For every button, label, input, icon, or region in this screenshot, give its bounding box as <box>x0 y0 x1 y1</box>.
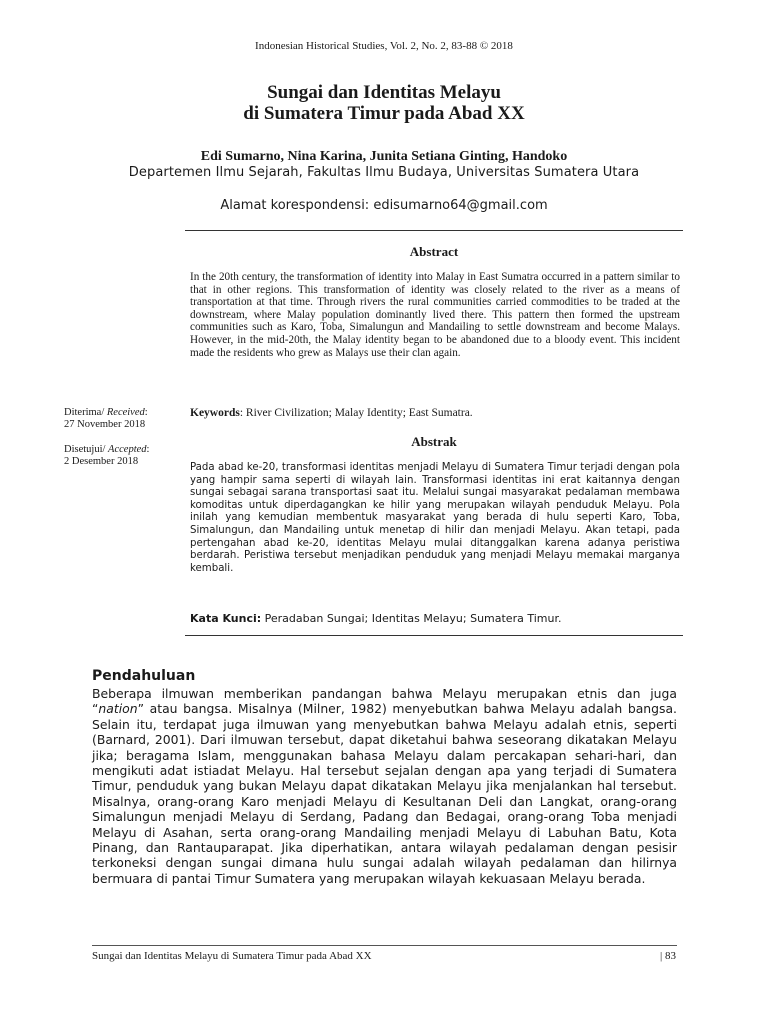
authors: Edi Sumarno, Nina Karina, Junita Setiana Ginting, Handoko <box>200 149 568 164</box>
received-date: Diterima/ Received: 27 November 2018 <box>64 407 148 430</box>
article-title <box>0 82 768 124</box>
kata-kunci <box>190 612 680 625</box>
keywords-label: Keywords <box>190 407 240 419</box>
abstract-text: In the 20th century, the transformation of identity into Malay in East Sumatra occurred in a pattern similar to that in other regions. This transformation of identity was closely related to the river as a means of transportation at that time. Through rivers the rural communities carried commodities to be traded at the downstream, where Malay population dominantly lived there. This pattern then formed the upstream communities such as Karo, Toba, Simalungun and Mandailing to settle downstream and become Malays. However, in the mid-20th, the Malay identity began to be abandoned due to a bloody event. This incident made the residents who grew as Malays use their clan again. <box>190 271 680 359</box>
keywords <box>190 407 680 419</box>
kata-kunci-label: Kata Kunci: <box>190 612 262 625</box>
journal-citation: Indonesian Historical Studies, Vol. 2, No. 2, 83-88 © 2018 <box>255 40 513 52</box>
abstrak-heading: Abstrak <box>411 434 457 449</box>
page-number: | 83 <box>660 950 676 962</box>
keywords-list: : River Civilization; Malay Identity; East Sumatra. <box>239 407 473 419</box>
abstract-heading: Abstract <box>409 244 459 259</box>
accepted-date: Disetujui/ Accepted: 2 Desember 2018 <box>64 444 150 467</box>
running-title: Sungai dan Identitas Melayu di Sumatera Timur pada Abad XX <box>92 950 372 962</box>
correspondence: Alamat korespondensi: edisumarno64@gmail.com <box>220 198 548 213</box>
abstract-top-rule <box>185 230 683 231</box>
title-line-1: Sungai dan Identitas Melayu <box>267 82 501 103</box>
intro-paragraph: Beberapa ilmuwan memberikan pandangan bahwa Melayu merupakan etnis dan juga “nation” atau bangsa. Misalnya (Milner, 1982) menyebutkan bahwa Melayu adalah bangsa. Selain itu, terdapat juga ilmuwan yang menyebutkan bahwa Melayu adalah etnis, seperti (Barnard, 2001). Dari ilmuwan tersebut, dapat diketahui bahwa seseorang dikatakan Melayu jika; beragama Islam, menggunakan bahasa Melayu dalam percakapan sehari-hari, dan mengikuti adat istiadat Melayu. Hal tersebut sejalan dengan apa yang terjadi di Sumatera Timur, penduduk yang bukan Melayu dapat dikatakan Melayu jika menjalankan hal tersebut. Misalnya, orang-orang Karo menjadi Melayu di Kesultanan Deli dan Langkat, orang-orang Simalungun menjadi Melayu di Serdang, Padang dan Bedagai, orang-orang Toba menjadi Melayu di Asahan, serta orang-orang Mandailing menjadi Melayu di Labuhan Batu, Kota Pinang, dan Rantauparapat. Jika diperhatikan, antara wilayah pedalaman dengan pesisir terkoneksi dengan sungai dimana hulu sungai adalah wilayah pedalaman dan hilirnya bermuara di pantai Timur Sumatera yang merupakan wilayah kekuasaan Melayu berada. <box>92 686 677 886</box>
section-heading-pendahuluan: Pendahuluan <box>92 668 196 684</box>
footer-rule <box>92 945 677 946</box>
abstrak-text: Pada abad ke-20, transformasi identitas menjadi Melayu di Sumatera Timur terjadi dengan pola yang hampir sama seperti di wilayah lain. Transformasi identitas ini erat kaitannya dengan sungai sebagai sarana transportasi saat itu. Melalui sungai masyarakat pedalaman membawa komoditas untuk diperdagangkan ke hilir yang merupakan wilayah penduduk Melayu. Pola inilah yang kemudian membentuk masyarakat yang berada di hulu seperti Karo, Toba, Simalungun, dan Mandailing untuk menetap di hilir dan menjadi Melayu. Akan tetapi, pada pertengahan abad ke-20, identitas Melayu mulai ditanggalkan karena adanya peristiwa berdarah. Peristiwa tersebut menjadikan penduduk yang menjadi Melayu memakai marganya kembali. <box>190 462 680 574</box>
affiliation: Departemen Ilmu Sejarah, Fakultas Ilmu Budaya, Universitas Sumatera Utara <box>128 165 640 180</box>
title-line-2: di Sumatera Timur pada Abad XX <box>243 103 525 124</box>
abstract-bottom-rule <box>185 635 683 636</box>
kata-kunci-list: Peradaban Sungai; Identitas Melayu; Sumatera Timur. <box>261 612 562 625</box>
